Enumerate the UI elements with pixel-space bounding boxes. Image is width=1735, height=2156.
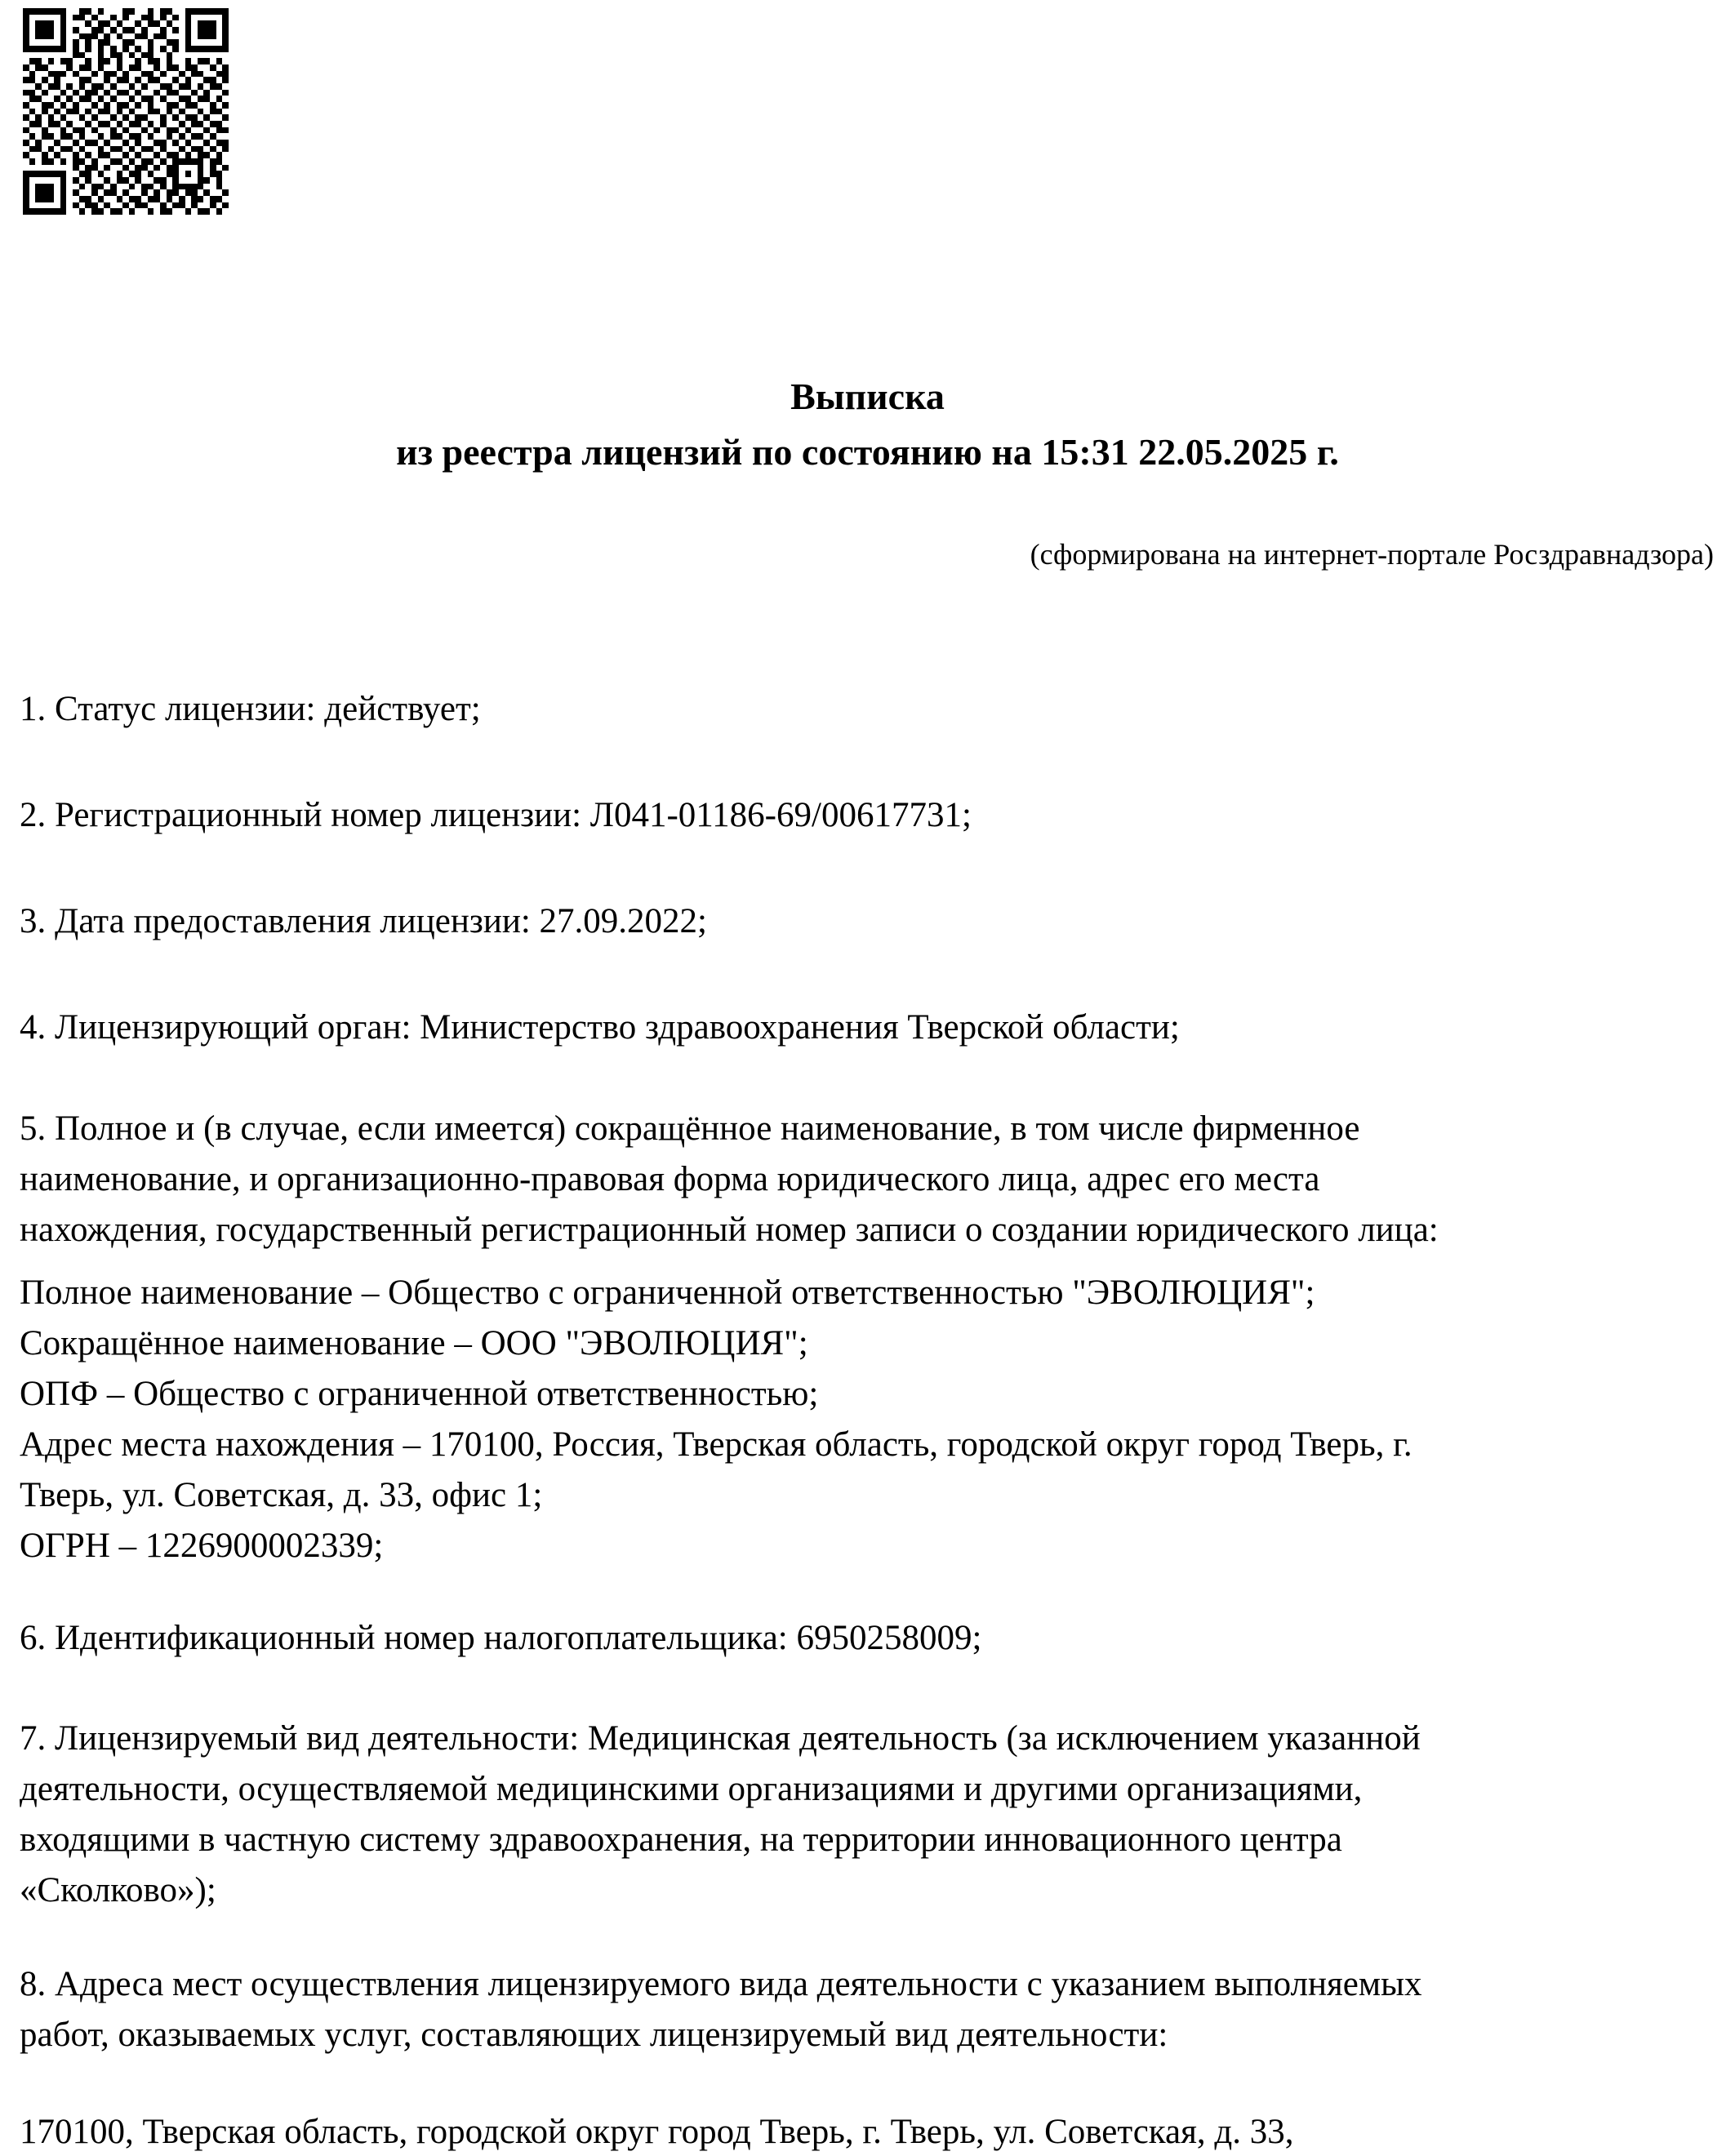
text-line: 7. Лицензируемый вид деятельности: Медицинская деятельность (за исключением указанной: [20, 1719, 1421, 1758]
text-line: 5. Полное и (в случае, если имеется) сокращённое наименование, в том числе фирменное: [20, 1109, 1360, 1148]
section-licensing-authority: [20, 1002, 1715, 1053]
text-line: «Сколково»);: [20, 1871, 216, 1909]
org-address-continued: Тверь, ул. Советская, д. 33, офис 1;: [20, 1476, 543, 1514]
text-line: 8. Адреса мест осуществления лицензируемого вида деятельности с указанием выполняемых: [20, 1965, 1422, 2003]
org-short-name: Сокращённое наименование – ООО "ЭВОЛЮЦИЯ";: [20, 1324, 808, 1363]
text-line: 2. Регистрационный номер лицензии: Л041-01186-69/00617731;: [20, 796, 972, 834]
section-activity-addresses-intro: [20, 1959, 1715, 2060]
section-activity-address: [20, 2107, 1715, 2156]
section-activity-type: [20, 1714, 1715, 1916]
formation-note: (сформирована на интернет-портале Росздравнадзора): [1030, 538, 1714, 571]
section-taxpayer-number: [20, 1613, 1715, 1664]
section-registration-number: [20, 790, 1715, 841]
org-address: Адрес места нахождения – 170100, Россия, Тверская область, городской округ город Тверь, г.: [20, 1425, 1412, 1464]
section-org-details: [20, 1268, 1715, 1571]
document-title: [0, 369, 1735, 480]
text-line: наименование, и организационно-правовая форма юридического лица, адрес его места: [20, 1160, 1320, 1198]
org-legal-form: ОПФ – Общество с ограниченной ответственностью;: [20, 1375, 819, 1413]
text-line: 4. Лицензирующий орган: Министерство здравоохранения Тверской области;: [20, 1008, 1180, 1047]
text-line: работ, оказываемых услуг, составляющих лицензируемый вид деятельности:: [20, 2016, 1168, 2054]
section-license-status: [20, 684, 1715, 735]
text-line: 6. Идентификационный номер налогоплательщика: 6950258009;: [20, 1619, 982, 1657]
text-line: 3. Дата предоставления лицензии: 27.09.2022;: [20, 902, 707, 940]
org-full-name: Полное наименование – Общество с ограниченной ответственностью "ЭВОЛЮЦИЯ";: [20, 1274, 1315, 1312]
text-line: 170100, Тверская область, городской округ город Тверь, г. Тверь, ул. Советская, д. 33,: [20, 2113, 1294, 2151]
text-line: входящими в частную систему здравоохранения, на территории инновационного центра: [20, 1820, 1342, 1859]
text-line: нахождения, государственный регистрационный номер записи о создании юридического лица:: [20, 1211, 1439, 1249]
org-ogrn: ОГРН – 1226900002339;: [20, 1527, 384, 1565]
qr-code: [23, 8, 229, 215]
section-grant-date: [20, 896, 1715, 947]
title-line-2: из реестра лицензий по состоянию на 15:31 22.05.2025 г.: [396, 431, 1339, 473]
section-org-intro: [20, 1104, 1715, 1256]
text-line: 1. Статус лицензии: действует;: [20, 690, 481, 728]
title-line-1: Выписка: [790, 376, 945, 417]
text-line: деятельности, осуществляемой медицинскими организациями и другими организациями,: [20, 1770, 1363, 1808]
